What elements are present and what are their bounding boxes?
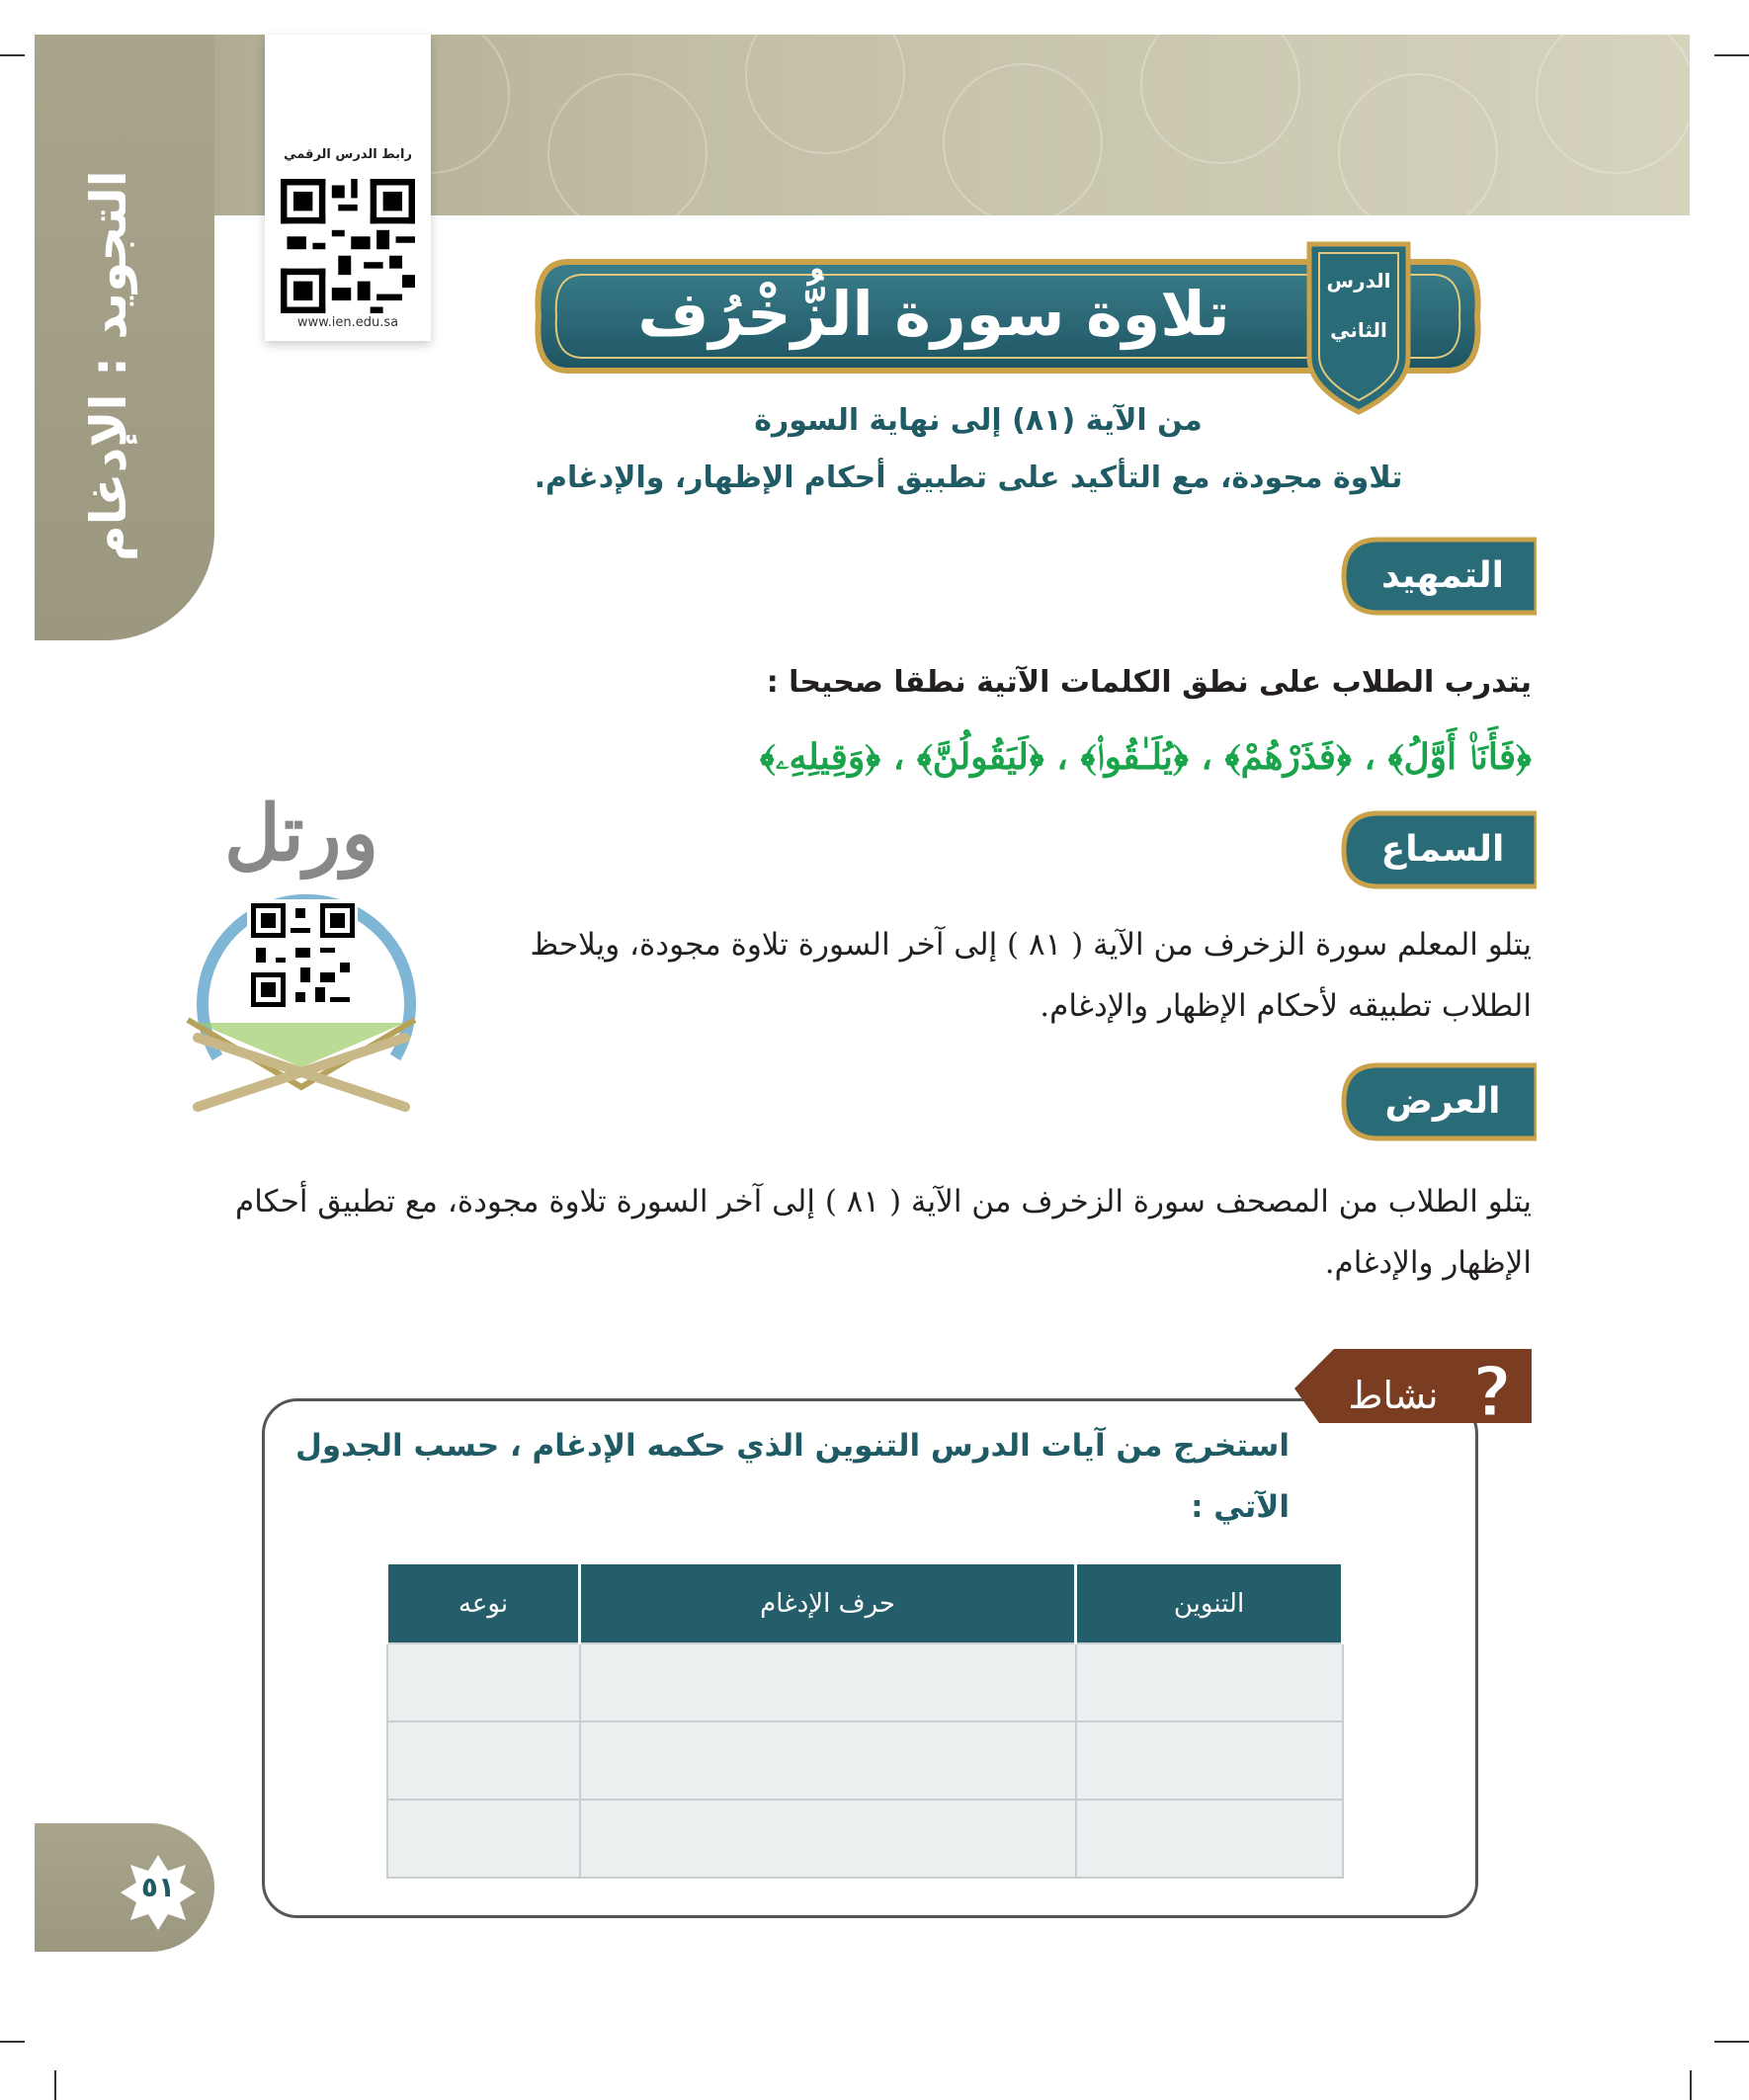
lesson-badge-label: الدرس: [1326, 269, 1391, 293]
side-title: التجويد : الإدغام: [80, 170, 137, 561]
table-row: [387, 1643, 1343, 1722]
lesson-objective: تلاوة مجودة، مع التأكيد على تطبيق أحكام الإظهار، والإدغام.: [534, 461, 1403, 495]
intro-text: يتدرب الطلاب على نطق الكلمات الآتية نطقا صحيحا :: [766, 665, 1532, 700]
page-number: ٥١: [140, 1871, 176, 1903]
activity-label: نشاط: [1348, 1374, 1439, 1417]
table-row: [387, 1722, 1343, 1800]
qr-card-url[interactable]: www.ien.edu.sa: [296, 315, 399, 330]
tarteel-calligraphy: ورتل: [223, 789, 379, 879]
listen-section-label: السماع: [1380, 829, 1505, 870]
crop-mark: [1690, 2070, 1692, 2100]
practice-words: ﴿فَأَنَا۠ أَوَّلُ﴾ ، ﴿فَذَرْهُمْ﴾ ، ﴿يُلَـٰقُوا۟﴾ ، ﴿لَيَقُولُنَّ﴾ ، ﴿وَقِيلِهِۦ﴾: [759, 736, 1532, 778]
table-cell[interactable]: [580, 1722, 1076, 1800]
crop-mark: [1714, 2041, 1749, 2043]
table-cell[interactable]: [1076, 1800, 1343, 1878]
lesson-badge-number: الثاني: [1330, 318, 1387, 342]
show-section-label: العرض: [1384, 1081, 1501, 1122]
crop-mark: [0, 54, 25, 56]
table-cell[interactable]: [387, 1800, 580, 1878]
table-cell[interactable]: [387, 1722, 580, 1800]
show-text: يتلو الطلاب من المصحف سورة الزخرف من الآية ( ٨١ ) إلى آخر السورة تلاوة مجودة، مع تطبيق أحكام الإظهار والإدغام.: [235, 1184, 1532, 1281]
table-header-row: [387, 1564, 1343, 1643]
question-mark-icon: ?: [1471, 1352, 1513, 1433]
table-row: [387, 1800, 1343, 1878]
table-header: نوعه: [387, 1564, 580, 1643]
crop-mark: [0, 2041, 25, 2043]
lesson-range: من الآية (٨١) إلى نهاية السورة: [754, 403, 1203, 438]
crop-mark: [54, 2070, 56, 2100]
recitation-illustration[interactable]: [168, 741, 435, 1117]
table-cell[interactable]: [580, 1800, 1076, 1878]
table-cell[interactable]: [1076, 1722, 1343, 1800]
activity-instructions: استخرج من آيات الدرس التنوين الذي حكمه الإدغام ، حسب الجدول الآتي :: [294, 1428, 1290, 1525]
listen-text: يتلو المعلم سورة الزخرف من الآية ( ٨١ ) إلى آخر السورة تلاوة مجودة، ويلاحظ الطلاب تطبيقه لأحكام الإظهار والإدغام.: [530, 927, 1532, 1024]
table-header: حرف الإدغام: [580, 1564, 1076, 1643]
answer-table: [385, 1564, 1344, 1879]
qr-card-label: رابط الدرس الرقمي: [284, 147, 412, 162]
qr-code-icon[interactable]: [281, 179, 415, 313]
table-header: التنوين: [1076, 1564, 1343, 1643]
qr-card[interactable]: [265, 35, 431, 341]
table-cell[interactable]: [387, 1643, 580, 1722]
table-cell[interactable]: [1076, 1643, 1343, 1722]
crop-mark: [1714, 54, 1749, 56]
table-cell[interactable]: [580, 1643, 1076, 1722]
lesson-title: تلاوة سورة الزُّخْرُف: [637, 278, 1230, 350]
intro-section-label: التمهيد: [1381, 555, 1504, 596]
